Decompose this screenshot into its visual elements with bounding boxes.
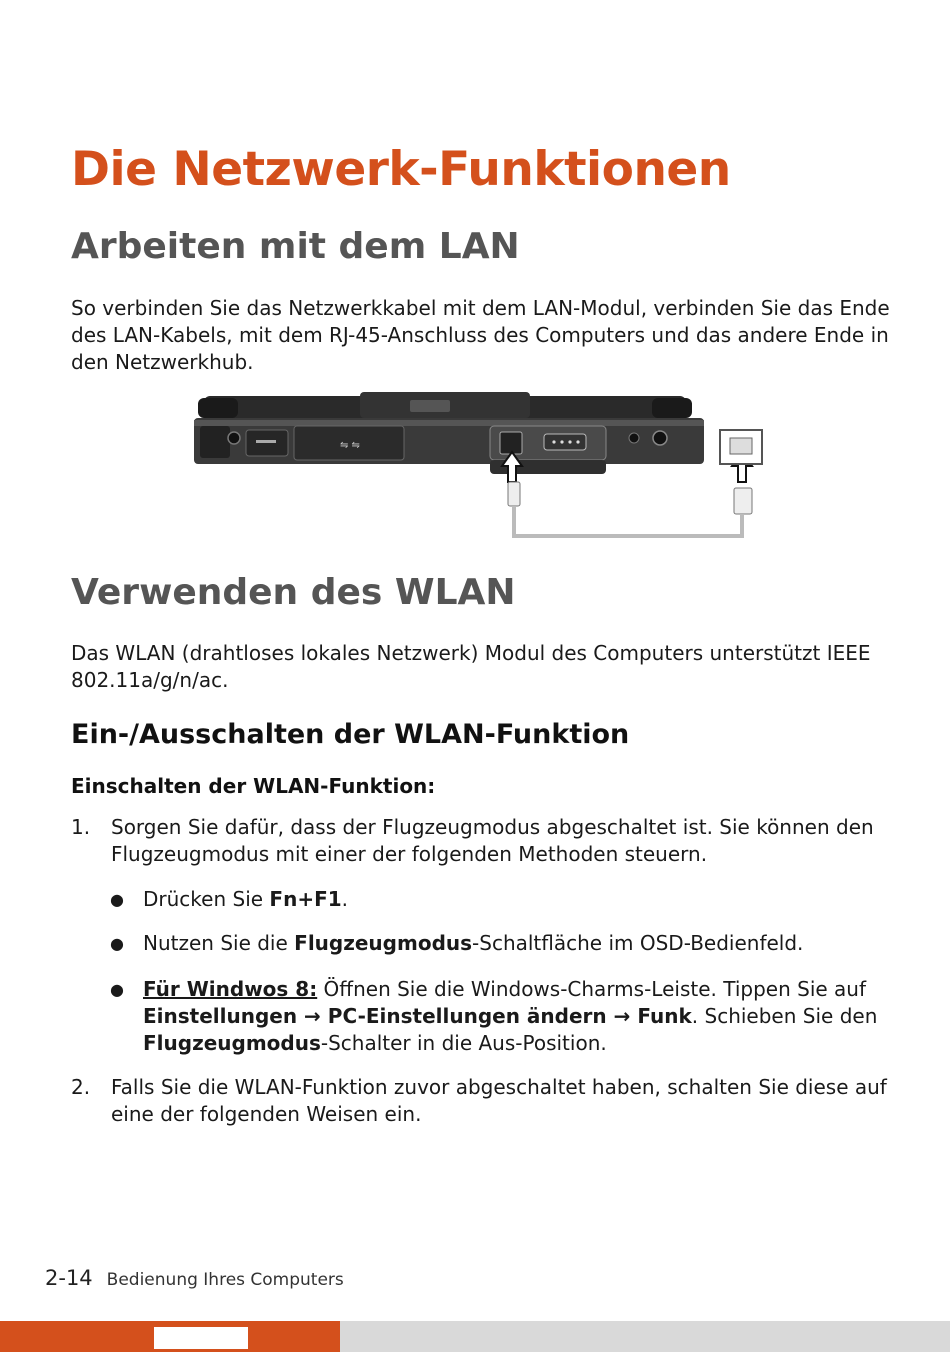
step-text: Sorgen Sie dafür, dass der Flugzeugmodus abgeschaltet ist. Sie können den Flugzeugmodus mit einer der folgenden Methoden steuern. bbox=[111, 815, 874, 866]
svg-text:⇋ ⇋: ⇋ ⇋ bbox=[340, 440, 360, 451]
step-text: Falls Sie die WLAN-Funktion zuvor abgeschaltet haben, schalten Sie diese auf eine der folgenden Weisen ein. bbox=[111, 1075, 887, 1126]
lan-connection-illustration bbox=[190, 390, 770, 550]
page-title: Die Netzwerk-Funktionen bbox=[71, 142, 731, 197]
lan-paragraph: So verbinden Sie das Netzwerkkabel mit dem LAN-Modul, verbinden Sie das Ende des LAN-Kabels, mit dem RJ-45-Anschluss des Computers und das andere Ende in den Netzwerkhub. bbox=[71, 296, 890, 374]
airplane-mode-label: Flugzeugmodus bbox=[294, 931, 473, 955]
section-heading-lan: Arbeiten mit dem LAN bbox=[71, 226, 520, 267]
bullet-dot-icon: ● bbox=[110, 890, 124, 909]
page-footer bbox=[45, 1266, 344, 1290]
procedure-heading: Einschalten der WLAN-Funktion: bbox=[71, 774, 436, 798]
windows8-label: Für Windwos 8: bbox=[143, 977, 318, 1001]
step-number: 1. bbox=[71, 815, 91, 839]
bullet-dot-icon: ● bbox=[110, 980, 124, 999]
footer-bar-gray bbox=[340, 1321, 950, 1352]
subsection-heading-wlan-toggle: Ein-/Ausschalten der WLAN-Funktion bbox=[71, 719, 630, 750]
step-number: 2. bbox=[71, 1075, 91, 1099]
bullet-dot-icon: ● bbox=[110, 934, 124, 953]
section-heading-wlan: Verwenden des WLAN bbox=[71, 572, 516, 613]
wlan-paragraph: Das WLAN (drahtloses lokales Netzwerk) Modul des Computers unterstützt IEEE 802.11a/g/n/ac. bbox=[71, 641, 871, 692]
footer-bar-highlight bbox=[154, 1327, 248, 1349]
arrow-right-icon: → bbox=[606, 1004, 638, 1028]
chapter-title: Bedienung Ihres Computers bbox=[106, 1270, 344, 1290]
page-number: 2-14 bbox=[45, 1266, 93, 1290]
key-combination: Fn+F1 bbox=[269, 887, 342, 911]
arrow-right-icon: → bbox=[297, 1004, 328, 1028]
